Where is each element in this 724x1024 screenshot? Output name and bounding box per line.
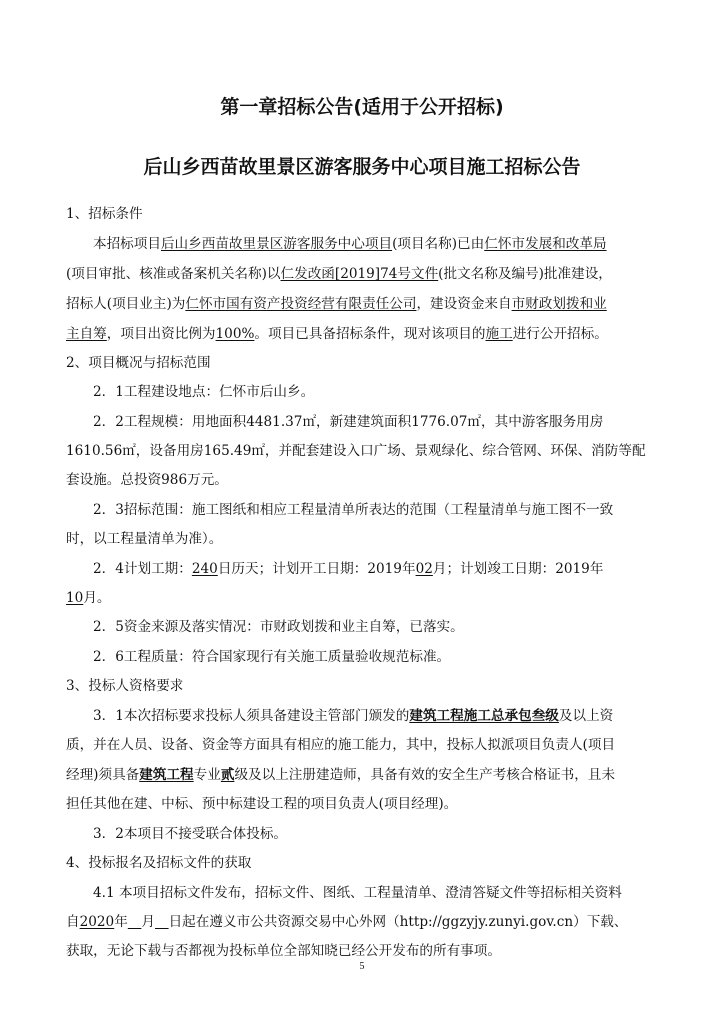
text: 经理)须具备 xyxy=(66,767,140,783)
page-number: 5 xyxy=(359,961,365,972)
text: 本招标项目 xyxy=(93,236,161,252)
text: 月；计划竣工日期：2019年 xyxy=(432,561,604,577)
text: 日历天；计划开工日期：2019年 xyxy=(217,561,416,577)
p-2-1: 2．1工程建设地点：仁怀市后山乡。 xyxy=(93,384,315,400)
p-4-1-line-1: 4.1 本项目招标文件发布，招标文件、图纸、工程量清单、澄清答疑文件等招标相关资料 xyxy=(93,885,622,901)
p-2-5: 2．5资金来源及落实情况：市财政划拨和业主自筹，已落实。 xyxy=(93,619,464,635)
p-2-4-line-2 xyxy=(66,588,111,608)
text: (项目名称)已由 xyxy=(392,236,485,252)
text: (项目审批、核准或备案机关名称)以 xyxy=(66,266,281,282)
section-2-heading: 2、项目概况与招标范围 xyxy=(66,355,211,371)
p-3-2: 3．2本项目不接受联合体投标。 xyxy=(93,826,288,842)
text: 2．4计划工期： xyxy=(93,561,192,577)
funding-ratio: 100% xyxy=(215,326,255,342)
text: 月 xyxy=(141,914,155,930)
s1-line-1 xyxy=(93,234,607,254)
engineer-grade: 贰 xyxy=(220,767,235,783)
text: 级及以上注册建造师，具备有效的安全生产考核合格证书，且未 xyxy=(234,767,616,783)
text: 。项目已具备招标条件，现对该项目的 xyxy=(254,326,486,342)
section-1-heading: 1、招标条件 xyxy=(66,206,143,222)
text: 3．1本次招标要求投标人须具备建设主管部门颁发的 xyxy=(93,708,410,724)
text: 年 xyxy=(114,914,128,930)
day-blank xyxy=(155,914,169,930)
p-3-1-line-4: 担任其他在建、中标、预中标建设工程的项目负责人(项目经理)。 xyxy=(66,796,458,812)
s1-line-4 xyxy=(66,324,608,344)
section-4-heading: 4、投标报名及招标文件的获取 xyxy=(66,855,252,871)
publish-year: 2020 xyxy=(79,914,115,930)
specialty: 建筑工程 xyxy=(139,767,194,783)
chapter-title: 第一章招标公告(适用于公开招标) xyxy=(220,96,504,118)
end-month: 10 xyxy=(66,590,84,606)
project-name: 后山乡西苗故里景区游客服务中心项目 xyxy=(160,236,393,252)
text: 及以上资 xyxy=(558,708,614,724)
fund-source: 市财政划拨和业 xyxy=(511,296,607,312)
p-2-6: 2．6工程质量：符合国家现行有关施工质量验收规范标准。 xyxy=(93,649,451,665)
fund-source-cont: 主自筹 xyxy=(66,326,107,342)
p-3-1-line-1 xyxy=(93,706,613,726)
text: ，项目出资比例为 xyxy=(106,326,216,342)
text: 招标人(项目业主)为 xyxy=(66,296,186,312)
text: 日起在遵义市公共资源交易中心外网（http://ggzyjy.zunyi.gov.cn）下载、 xyxy=(168,914,628,930)
p-4-1-line-2 xyxy=(66,912,627,932)
p-3-1-line-3 xyxy=(66,765,615,785)
work-type: 施工 xyxy=(485,326,513,342)
duration-days: 240 xyxy=(191,561,218,577)
section-3-heading: 3、投标人资格要求 xyxy=(66,678,184,694)
text: 专业 xyxy=(193,767,221,783)
p-3-1-line-2: 质，并在人员、设备、资金等方面具有相应的施工能力，其中，投标人拟派项目负责人(项目 xyxy=(66,737,616,753)
approval-document: 仁发改函[2019]74号文件 xyxy=(280,266,439,282)
text: ，建设资金来自 xyxy=(416,296,512,312)
notice-title: 后山乡西苗故里景区游客服务中心项目施工招标公告 xyxy=(143,156,581,178)
p-2-2-line-1: 2．2工程规模：用地面积4481.37㎡，新建建筑面积1776.07㎡，其中游客服务用房 xyxy=(93,414,604,430)
s1-line-2 xyxy=(66,264,612,284)
text: 月。 xyxy=(83,590,111,606)
owner-name: 仁怀市国有资产投资经营有限责任公司 xyxy=(185,296,417,312)
s1-line-3 xyxy=(66,294,607,314)
p-2-2-line-3: 套设施。总投资986万元。 xyxy=(66,472,228,488)
p-4-1-line-3: 获取，无论下载与否都视为投标单位全部知晓已经公开发布的所有事项。 xyxy=(66,943,501,959)
text: 进行公开招标。 xyxy=(512,326,608,342)
text: 自 xyxy=(66,914,80,930)
p-2-3-line-1: 2．3招标范围：施工图纸和相应工程量清单所表达的范围（工程量清单与施工图不一致 xyxy=(93,502,614,518)
p-2-2-line-2: 1610.56㎡，设备用房165.49㎡，并配套建设入口广场、景观绿化、综合管网、环保、消防等配 xyxy=(66,443,646,459)
month-blank xyxy=(128,914,142,930)
p-2-3-line-2: 时，以工程量清单为准）。 xyxy=(66,531,223,547)
approval-authority: 仁怀市发展和改革局 xyxy=(484,236,607,252)
text: (批文名称及编号)批准建设， xyxy=(438,266,612,282)
start-month: 02 xyxy=(415,561,433,577)
qualification-level: 建筑工程施工总承包叁级 xyxy=(409,708,559,724)
p-2-4-line-1 xyxy=(93,559,603,579)
